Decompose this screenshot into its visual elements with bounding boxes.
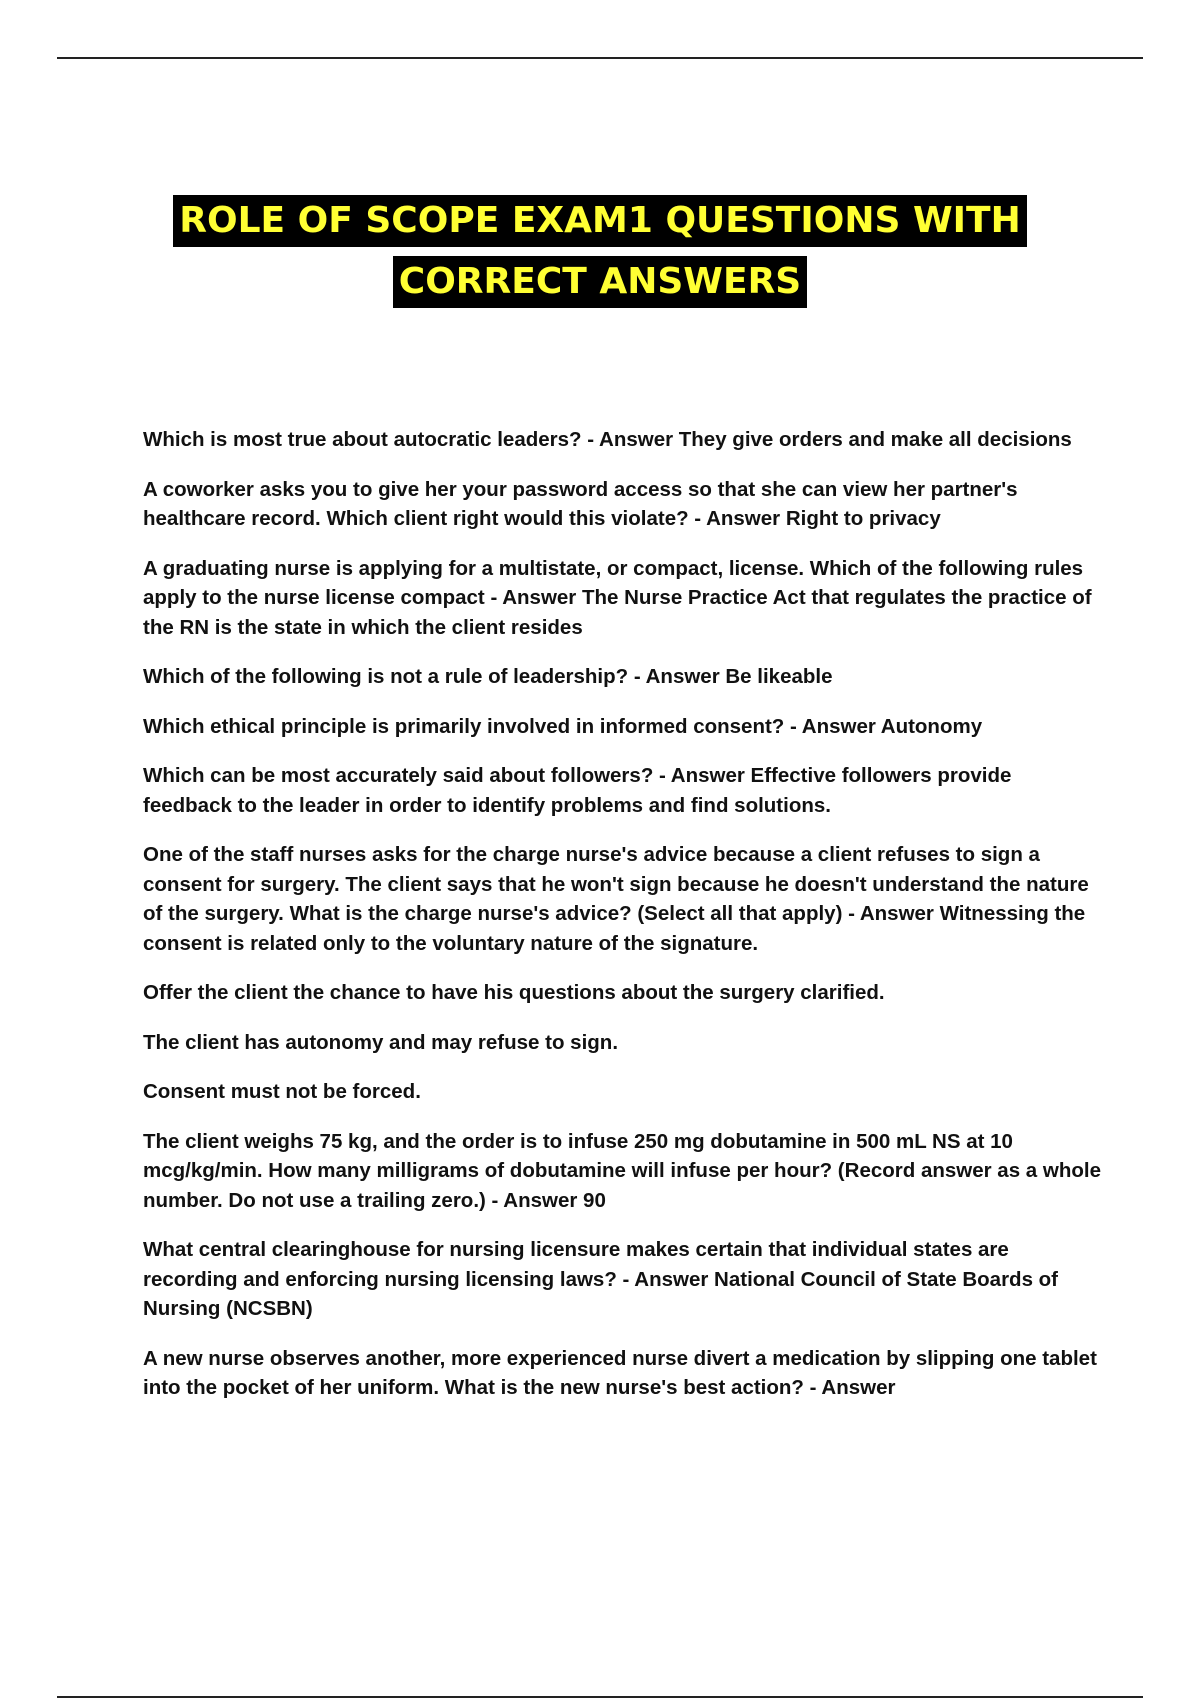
qa-paragraph-11: The client weighs 75 kg, and the order is to infuse 250 mg dobutamine in 500 mL NS at 10 mcg/kg/min. How many milligrams of dobutamine will infuse per hour? (Record answer as a whole number. Do not use a trailing zero.) - Answer 90 [143, 1129, 1101, 1212]
bottom-divider [57, 1696, 1143, 1698]
qa-paragraph-6: Which can be most accurately said about followers? - Answer Effective followers provide feedback to the leader in order to identify problems and find solutions. [143, 764, 1012, 817]
qa-paragraph-12: What central clearinghouse for nursing licensure makes certain that individual states are recording and enforcing nursing licensing laws? - Answer National Council of State Boards of Nursing (NCSBN) [143, 1238, 1059, 1320]
qa-paragraph-13: A new nurse observes another, more experienced nurse divert a medication by slipping one tablet into the pocket of her uniform. What is the new nurse's best action? - Answer [143, 1346, 1097, 1399]
qa-paragraph-9: The client has autonomy and may refuse to sign. [143, 1030, 619, 1054]
qa-paragraph-10: Consent must not be forced. [143, 1080, 421, 1103]
top-divider [57, 57, 1143, 59]
qa-paragraph-1: Which is most true about autocratic leaders? - Answer They give orders and make all decisions [143, 428, 1072, 451]
title-line-1: ROLE OF SCOPE EXAM1 QUESTIONS WITH [173, 195, 1026, 247]
qa-paragraph-7: One of the staff nurses asks for the charge nurse's advice because a client refuses to sign a consent for surgery. The client says that he won't sign because he doesn't understand the nature of the surgery. What is the charge nurse's advice? (Select all that apply) - Answer Witnessing the consent is related only to the voluntary nature of the signature. [143, 843, 1089, 955]
title-line-2: CORRECT ANSWERS [393, 256, 807, 308]
document-title [0, 192, 1200, 314]
qa-paragraph-2: A coworker asks you to give her your password access so that she can view her partner's healthcare record. Which client right would this violate? - Answer Right to privacy [143, 477, 1018, 530]
qa-paragraph-8: Offer the client the chance to have his questions about the surgery clarified. [143, 981, 885, 1004]
qa-paragraph-4: Which of the following is not a rule of leadership? - Answer Be likeable [143, 665, 833, 688]
qa-paragraph-3: A graduating nurse is applying for a multistate, or compact, license. Which of the following rules apply to the nurse license compact - Answer The Nurse Practice Act that regulates the practice of the RN is the state in which the client resides [143, 556, 1092, 639]
qa-paragraph-5: Which ethical principle is primarily involved in informed consent? - Answer Autonomy [143, 714, 983, 738]
question-answer-list [143, 425, 1103, 1423]
